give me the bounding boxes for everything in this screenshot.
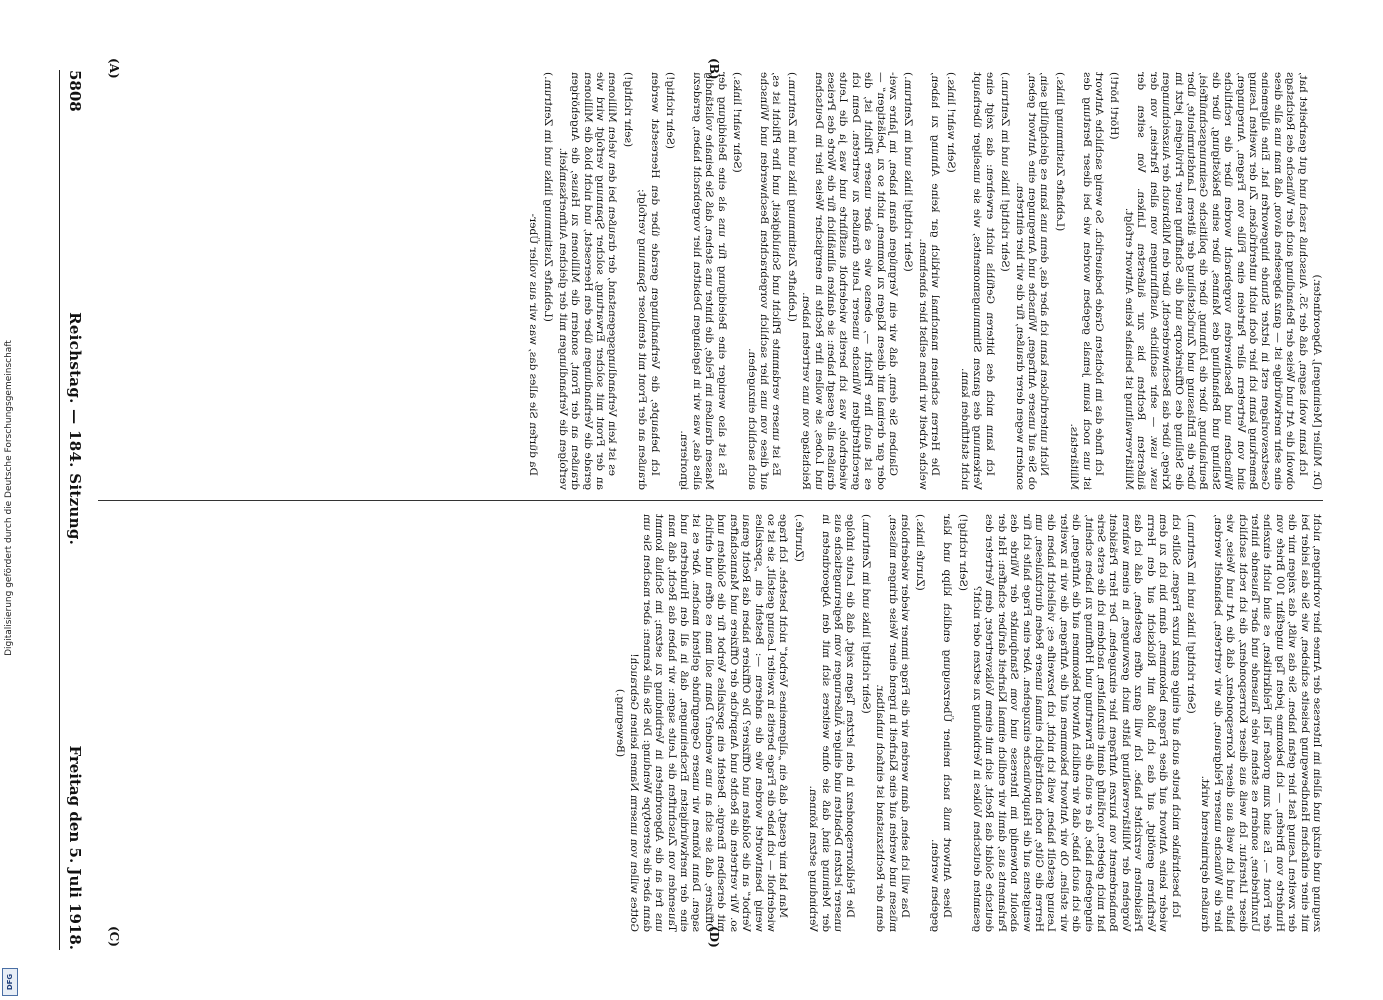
digitization-notice: Digitalisierung gefördert durch die Deutsche Forschungsgemeinschaft: [4, 340, 14, 656]
interjection: (Lebhafte Zustimmung links und im Zentrum.): [785, 72, 798, 322]
interjection: (Sehr richtig!): [956, 514, 969, 591]
paragraph: Ich kann mich des bitteren Gefühls nicht erwehren: das zeigt eine Verkennung des ganzen Stimmungsmomentes, wie sie unseliger überhaupt nicht stattfinden kann.: [959, 72, 996, 490]
margin-marker-d: (D): [707, 926, 721, 948]
page-number: 5808: [66, 70, 84, 112]
page-date: Freitag den 5. Juli 1918.: [66, 745, 84, 950]
interjection: (Sehr richtig! links und im Zentrum.): [859, 514, 872, 714]
interjection: (Lebhafte Zustimmung links.): [1053, 72, 1066, 232]
paragraph: zeugung und einzig und allein im Interesse der Armee hier vorbringen, nicht mit einer einfachen Handbewegung beiseite schieben, wie Sie das leider bei der zweiten Lesung fast hier getan haben. Sie das wißt, das zeigen mir die Hunderte von Briefen, — ich bekomme jeden Tag ungefähr 100 Briefe von der Front —. Es sind zum großen Teil Feldkritiken, es sind nicht einzelne Unzufriedene, sondern es stehen viele Tausende und aber Tausende hinter dieser Literatur. Ich weiß aus dieser Korrespondenz, die ich recht sachlich halte und ich weiß aus dieser Korrespondenz, daß die Art und Weise, wie hier die Wünsche unserer Feldgrauen, die wir vertreten, behandelt werden, draußen deprimierend wirkt.: [1199, 514, 1323, 932]
margin-marker-a: (A): [107, 58, 121, 79]
interjection: (Sehr richtig! links und im Zentrum.): [1184, 514, 1197, 714]
paragraph: Glauben Sie denn, daß wir ein Vergnügen daran haben, im Jahre zwei- oder gar dreimal mit diesen Klagen zu kommen, nicht so zu „belästigen“ — es ist auch Ihre Pflicht —, ebenso wie es aber unsere Pflicht ist, die gerechtfertigten Wünsche unserer Leute draußen zu vertreten. Denn ich wiederhole, was ich bereits wiederholt ausführte und was ja die Leute draußen alle gesagt haben: sie danken allmählich für die Worte des Preises und Lobes, sie wollen ihre Rechte in energischer Weise hier im Deutschen Reichstage von uns vertreten haben.: [800, 72, 899, 490]
paragraph: Es ist unsere verdammte Pflicht und Schuldigkeit, und Ihre Pflicht ist es, auf diese von uns hier sachlich vorgebrachten Beschwerden und Wünsche auch sachlich einzugehen.: [745, 72, 783, 490]
paragraph: Diese Antwort muß nach meiner Überzeugung endlich klipp und klar gegeben werden.: [928, 514, 954, 932]
paragraph: es ist kein Verhandlungsgegenstand, der draußen bei den vielen Millionen an der Front mit solcher Erwartung, solcher Spannung verfolgt wird wie gerade die Verhandlungen über den Heeresetat, und nicht bloß die Millionen draußen an der Front, sondern die Millionen zu Hause, die Angehörigen verfolgen die Verhandlungen mit der gleichen Aufmerksamkeit.: [556, 72, 619, 490]
digitization-strip: [0, 0, 18, 1000]
interjection: (Sehr richtig!): [664, 72, 677, 149]
paragraph: Ich kann wohl sagen, daß der 35. Ausschuß rasch und gut gearbeitet hat, obwohl die Art und Weise der Behandlung auch der Wünsche des Reichstags eine sehr merkwürdige ist — ganz abgesehen davon, daß man uns alle diese Gesetzesvorlagen erst in letzter Stunde hingeworfen hat. Eine allgemeine Bemerkung kann ich hier doch nicht unterdrücken. Zu der zweiten Lesung sind von Vertretern aller Parteien eine Fülle von Fragen, Anregungen, Wünschen und Beschwerden vorgebracht worden über die rechtliche Stellung und Behandlung des Mannes, über seine Beköstigung, über die Beurlaubung, über die Löhnung, über die politische Gesinnungsschnüffelei, über die Entlassung und Zurückstellung der älteren Landsturmleute, über die Stellung des Offizierkorps und die Schaffung neuer Privilegien jetzt im Kriege, über das Beschwerderecht, über den Mißbrauch der Auszeichnungen usw. usw. — sehr sachliche Ausführungen von allen Parteien, von der äußersten Rechten bis zur äußersten Linken. Von seiten der Militärverwaltung ist beinahe keine Antwort erfolgt.: [1122, 72, 1309, 490]
paragraph: Ich behaupte, die Verhandlungen gerade über den Heeresetat werden draußen an der Front mit atemloser Spannung verfolgt;: [636, 72, 661, 490]
interjection: (Zurufe.): [792, 514, 805, 562]
interjection: (Lebhafte Zustimmung links und im Zentrum.): [542, 72, 555, 322]
paragraph: Ich finde das im höchsten Grade bedauerlich. So wenig sachliche Antwort ist uns noch kaum jemals gegeben worden wie bei dieser Beratung des Militäretats.: [1068, 72, 1106, 490]
speaker-attribution: (Dr. Müller [Meiningen], Abgeordneter.): [1311, 274, 1323, 490]
paragraph: Es ist also weniger eine Beleidigung für uns als eine Beleidigung der Massen draußen im Felde, die hinter uns stehen, daß Sie beinahe vollständig alles das, was wir in tagelangen Debatten hier vorgebracht haben, geradezu ignorieren.: [678, 72, 728, 490]
paragraph: Nicht unterdrücken kann ich aber das, denn uns kann es gleichgültig sein, ob Sie auf unsere Anfragen, Wünsche und Anregungen eine Antwort geben, sondern wegen derer draußen, für die wir hier eintreten.: [1013, 72, 1051, 490]
paragraph: Das will ich sehen, dann werden wir die Frage immer wieder wiederholen müssen und werden auf eine Klarheit in irgend einer Weise dringen müssen, denn der Rechtszustand ist einfach unhaltbar.: [874, 514, 911, 932]
interjection: (Sehr wahr! links.): [731, 72, 744, 173]
paragraph: Da dürfen Sie alles das, was wir aus voller Über-: [527, 213, 540, 476]
interjection: (sehr richtig!): [621, 72, 634, 148]
paragraph: Die Herren scheinen manchmal wirklich gar keine Ahnung zu haben, welche Arbeit wir ihnen selbst hier abnehmen.: [916, 72, 942, 490]
paragraph: Man hat mir gesagt, daß ein „allgemeines Verbot“ nicht bestehe. Ich frage wiederholt — ich habe die Frage bereits in zweiter Lesung gestellt, sie ist so wenig beantwortet worden wie die anderen —: Besteht ein „spezielles Verbot“ an die Soldaten und Offiziere? Die Offiziere haben das Recht genau so. Wir vertreten die Rechte und Ansprüche der Offiziere und Mannschaften mit derselben Energie. Besteht ein spezielles Verbot für die Soldaten und Offiziere, daß sie sich an uns wenden? Dann soll man es offen und ehrlich sagen. Dann können wir unsere Gegengründe geltend machen. Aber es ist eine der merkwürdigsten Erscheinungen, daß in all den Hunderten und Tausenden von Zuschriften die Leute sagen: wir haben das Recht, daß man uns frei an die Abgeordneten in Verbindung zu setzen; im Schluß kommt dann aber die stereotype Wendung: Die Sie alle kennen: aber machen Sie um Gottes willen von unserm Namen keinen Gebrauch!: [628, 514, 790, 932]
interjection: (Bewegung.): [614, 688, 627, 758]
interjection: (Sehr wahr! links.): [944, 72, 957, 173]
margin-marker-c: (C): [107, 926, 121, 947]
interjection: (Hört! hört!): [1108, 72, 1121, 140]
interjection: (Zurufe links.): [914, 514, 927, 591]
dfg-logo: DFG: [2, 968, 18, 996]
paragraph: Ich beschränke mich heute auch auf einige ganz kurze Fragen. Sollte ich wieder keine Antwort auf diese Fragen bekommen, dann bin ich zu dem Verfahren genötigt, auf das ich bloß mit Rücksicht auf den Herrn Präsidenten verzichtet habe. Ich will ganz offen gestehen, daß ich das Vorgehen der Militärverwaltung hätte mich gezwungen, in einem wahren Bombardement von kurzen Anfragen hier einzugehen. Der Herr Präsident hat mich gebeten, vorläufig damit einzuhalten, nachdem ich die erste Serie eingegeben habe, da er auch die Erwartung und Hoffnung zu haben scheint, die ich auch habe, daß wir endlich Antwort bekommen auf die Anfragen, die wir stellen. Ob wir Antwort bekommen auf die Anfragen, die wir in zweiter Lesung gestellt haben, weiß ich nicht, ich bezweifle es; vielleicht haben die Herren die Güte, noch nachträglich einmal unsere Reden durchzulesen, um wenigstens auf die Hauptwünsche einzugehen. Aber eine Frage halte ich für absolut notwendig im Interesse und vom Standpunkte der Würde des Parlaments aus, damit wir endlich einmal Klarheit darüber schaffen: Hat der deutsche Soldat das Recht, sich mit einem Volksvertreter, dem Vertreter des gesamten deutschen Volkes in Verbindung zu setzen oder nicht?: [971, 514, 1182, 932]
page-title: Reichstag. — 184. Sitzung.: [66, 312, 84, 546]
paragraph: Die Feldkorrespondenz in den letzten Tagen zeigt, daß die Leute infolge unserer letzten Debatten und einiger Äußerungen vom Regierungstische aus der Meinung sind, daß sie ohne weiteres sich mit den Abgeordneten in Verbindung setzen können.: [807, 514, 857, 932]
left-column: [98, 72, 1323, 490]
interjection: (Sehr richtig! links und im Zentrum.): [902, 72, 915, 272]
right-column: [98, 514, 1323, 932]
column-divider: [98, 500, 1323, 501]
page-header: [59, 70, 90, 950]
margin-marker-b: (B): [707, 58, 721, 80]
interjection: (Sehr richtig! links und im Zentrum.): [999, 72, 1012, 272]
